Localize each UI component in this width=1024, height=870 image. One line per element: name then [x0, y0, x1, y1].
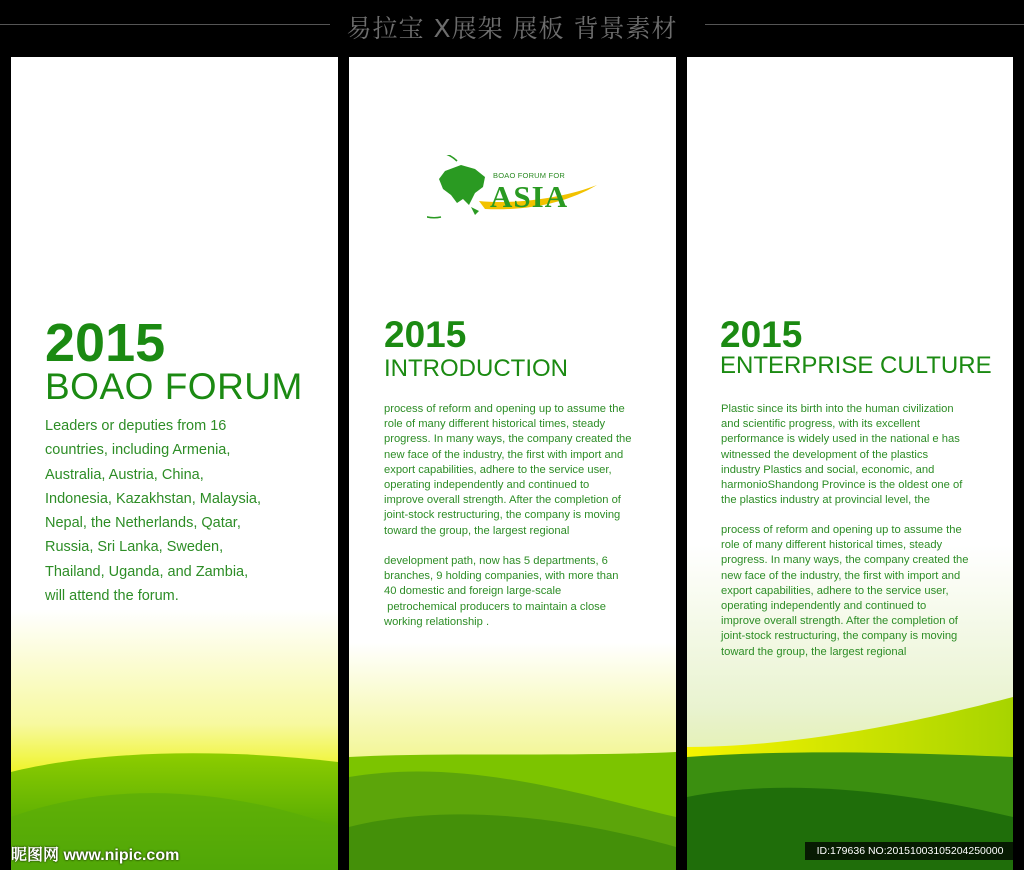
watermark-site: 昵图网 www.nipic.com: [11, 847, 180, 864]
panel-1-body: Leaders or deputies from 16 countries, including Armenia, Australia, Austria, China, Indonesia, Kazakhstan, Malaysia, Nepal, the Netherlands, Qatar, Russia, Sri Lanka, Sweden, Thailand, Uganda, and Zambia, will attend the forum.: [45, 418, 262, 605]
panel-2-body-1: process of reform and opening up to assume the role of many different historical times, steady progress. In many ways, the company created the new face of the industry, the first with import and export capabilities, adhere to the service user, operating independently and continued to improve overall strength. After the completion of joint-stock restructuring, the company is moving toward the group, the largest regional: [384, 403, 632, 537]
logo-big-text: ASIA: [490, 179, 569, 214]
panel-2-heading: INTRODUCTION: [384, 355, 568, 382]
watermark-id: ID:179636 NO:20151003105204250000: [805, 842, 1015, 860]
panel-1-year: 2015: [45, 313, 166, 373]
panel-enterprise-culture: [687, 57, 1013, 870]
boao-forum-asia-logo: [427, 155, 602, 229]
panel-2-year: 2015: [384, 314, 467, 355]
panel-1-heading: BOAO FORUM: [45, 366, 303, 407]
panel-introduction: [349, 57, 676, 870]
panel-3-body-2: process of reform and opening up to assume the role of many different historical times, steady progress. In many ways, the company created the new face of the industry, the first with import and export capabilities, adhere to the service user, operating independently and continued to improve overall strength. After the completion of joint-stock restructuring, the company is moving toward the group, the largest regional: [721, 524, 969, 658]
panel-2-body-2: development path, now has 5 departments, 6 branches, 9 holding companies, with more than 40 domestic and foreign large-scale petrochemical producers to maintain a close working relationship .: [384, 555, 619, 628]
panel-3-body-1: Plastic since its birth into the human civilization and scientific progress, with its excellent performance is widely used in the national e has witnessed the development of the plastics industry Plastics and social, economic, and harmonioShandong Province is the oldest one of the plastics industry at provincial level, the: [721, 403, 963, 507]
header-banner: [0, 0, 1024, 52]
panel-boao-forum: [11, 57, 338, 870]
logo-small-text: BOAO FORUM FOR: [493, 171, 565, 180]
header-title: 易拉宝 X展架 展板 背景素材: [346, 14, 678, 43]
panel-3-heading: ENTERPRISE CULTURE: [720, 352, 992, 379]
panel-3-year: 2015: [720, 314, 803, 355]
